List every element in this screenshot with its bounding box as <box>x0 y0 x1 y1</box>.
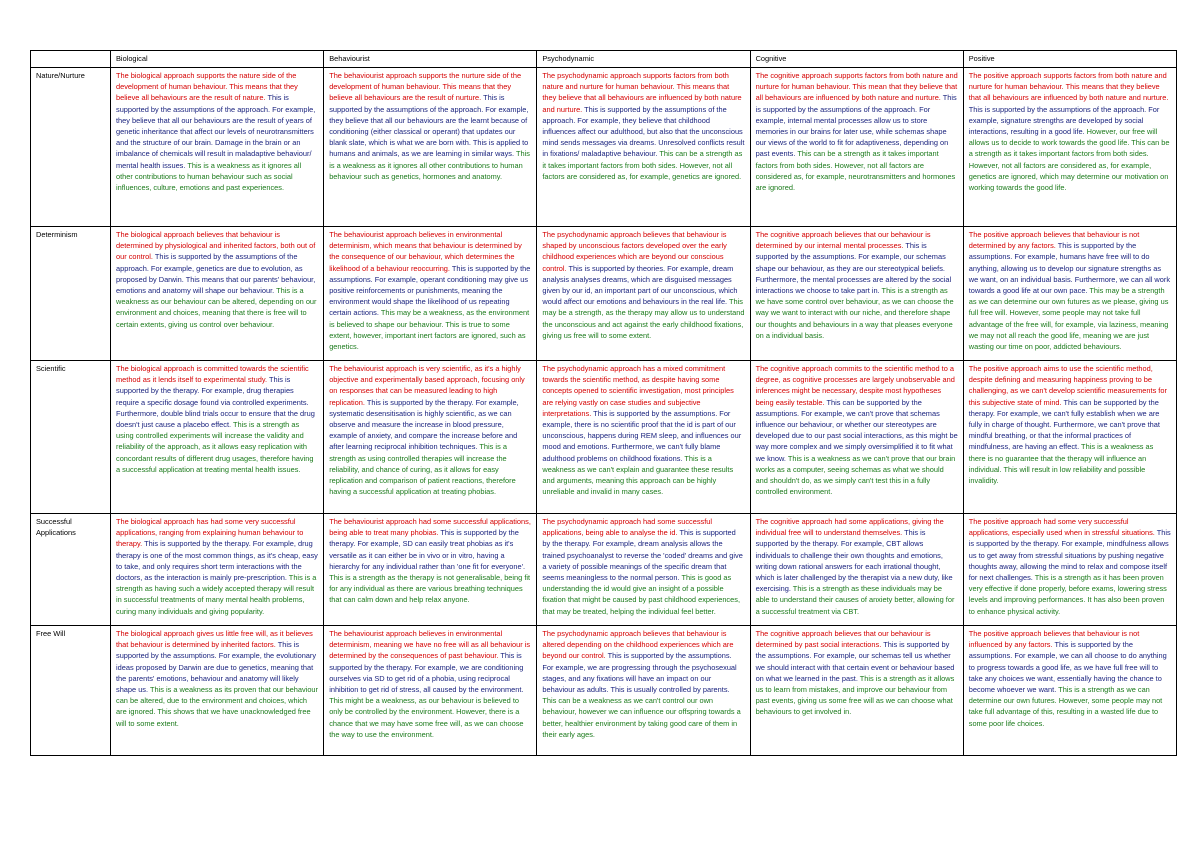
support-text: This is supported by the assumptions. For example, humans have free will to do anything, allowing us to develop our signature strengths as we want, on an individual basis. Furthermore, we can all work towards a good life at our own pace. <box>968 241 1171 296</box>
evaluation-text: This can be a weakness as we can't control our own behaviour, however we can influence our offspring towards a better, healthier environment by taking good care of them in their early ages. <box>542 696 741 739</box>
cell <box>111 68 324 227</box>
support-text: This is supported by the therapy. For example, systematic desensitisation is highly scientific, as we can observe and measure the increase in blood pressure, example of anxiety, and compare the increase before and after learning reciprocal inhibition techniques. <box>329 397 519 452</box>
support-text: This is supported by the assumptions. For example, there is no scientific proof that the id is part of our unconscious, happens during REM sleep, and influences our mood and emotions. Furthermore, we can't fully blame adulthood problems on childhood fixations. <box>542 408 742 463</box>
header-row <box>31 51 1177 68</box>
cell <box>537 227 750 361</box>
evaluation-text: This is a weakness as its proven that our behaviour can be altered, due to the environment and choices, which are ignored. This shows that we have unacknowledged free will to some extent. <box>116 685 319 728</box>
header-biological: Biological <box>111 51 324 68</box>
cell <box>963 361 1176 514</box>
row-free-will <box>31 626 1177 756</box>
cell <box>963 227 1176 361</box>
claim-text: The cognitive approach believes that our behaviour is determined by our internal mental processes. <box>755 230 931 251</box>
cell <box>111 514 324 626</box>
cell <box>324 514 537 626</box>
evaluation-text: This is a weakness as our behaviour can be altered, depending on our environment and choices, meaning that there is free will to certain extents, giving us control over behaviour. <box>116 286 317 329</box>
evaluation-text: This is a strength as we have some control over behaviour, as we can choose the way we want to interact with our niche, and therefore shape our thoughts and behaviours in a way that pleases everyone on a individual basis. <box>755 286 954 340</box>
evaluation-text: This is a weakness as there is no guarantee that the therapy will influence an individual. This will result in low reliability and possible invalidity. <box>968 442 1154 486</box>
support-text: This is supported by the assumptions of the approach. For example, signature strengths are developed by social interactions, resulting in a good life. <box>968 104 1160 137</box>
claim-text: The psychodynamic approach supports factors from both nature and nurture for human behaviour. This means that they believe that all behaviours are influenced by both nature and nurture. <box>542 71 742 114</box>
support-text: This is supported by the assumptions. For example, we are progressing through the psychosexual stages, and any fixations will have an impact on our behaviour as adults. This is usually controlled by parents. <box>542 651 737 695</box>
cell <box>537 626 750 756</box>
support-text: This is supported by the assumptions of the approach. For example, they believe that all our behaviours are the result of years of genetic inheritance that affect our levels of neurotransmitters and the structure of our brain. Damage in the brain or an imbalance of chemicals will result in maladaptive behaviour/ mental health issues. <box>116 93 316 170</box>
claim-text: The cognitive approach had some applications, giving the individual free will to understand themselves. <box>755 517 944 538</box>
evaluation-text: This can be a strength as it takes important factors from both sides. However, not all factors are considered as, for example, neurotransmitters and hormones are ignored. <box>755 149 956 193</box>
claim-text: The behaviourist approach supports the nurture side of the development of human behaviour. This means that they believe all behaviours are the result of nurture. <box>329 71 522 103</box>
claim-text: The behaviourist approach believes in environmental determinism, which means that behaviour is determined by the consequence of our behaviour, which determines the likelihood of a behaviour reoccurring. <box>329 230 522 273</box>
claim-text: The cognitive approach believes that our behaviour is determined by past social interactions. <box>755 629 931 650</box>
support-text: This is supported by the assumptions of the approach. For example, they believe that all our behaviours are the learnt because of conditioning (either classical or operant) that updates our blank slate, which is what we are born with. This is applied to humans and animals, as we are learning in similar ways. <box>329 93 529 159</box>
evaluation-text: This is a strength as using controlled experiments will increase the validity and reliability of the approach, as it allows easy replication with concordant results of different drug usages, therefore having a successful application at treating mental health issues. <box>116 420 314 474</box>
cell <box>111 227 324 361</box>
evaluation-text: This may be a strength as we can determine our own futures as we please, giving us full free will. However, some people may not take full advantage of the free will, for example, via laziness, meaning we may not all reach the good life, meaning we are just wasting our time on poor, addicted behaviours. <box>968 286 1169 352</box>
evaluation-text: This may be a strength, as the therapy may allow us to understand the unconscious and act against the early childhood fixations, giving us free will to some extent. <box>542 297 745 340</box>
cell <box>963 68 1176 227</box>
claim-text: The biological approach gives us little free will, as it believes that behaviour is determined by inherited factors. <box>116 629 313 650</box>
support-text: This is supported by the assumptions. For example, the evolutionary ideas proposed by Darwin are due to genetics, meaning that the parents' emotions, behaviour and anatomy will likely shape us. <box>116 640 317 695</box>
evaluation-text: This is a weakness as it ignores all other contributions to human behaviour such as genetics, hormones and anatomy. <box>329 149 530 181</box>
row-scientific <box>31 361 1177 514</box>
support-text: This is supported by the therapy. For example, drug therapy is one of the most common things, as it's cheap, easy to take, and only requires short term interactions with the doctors, as the interaction is mainly pre-prescription. <box>116 539 318 583</box>
claim-text: The biological approach believes that behaviour is determined by physiological and inherited factors, both out of our control. <box>116 230 316 262</box>
cell <box>324 361 537 514</box>
row-determinism <box>31 227 1177 361</box>
cell <box>750 227 963 361</box>
claim-text: The positive approach believes that behaviour is not determined by any factors. <box>968 230 1140 251</box>
claim-text: The biological approach is committed towards the scientific method as it lends itself to experimental study. <box>116 364 309 385</box>
cell <box>963 514 1176 626</box>
cell <box>324 68 537 227</box>
cell <box>111 626 324 756</box>
claim-text: The positive approach aims to use the scientific method, despite defining and measuring happiness proving to be challenging, as we can't develop scientific measurements for this subjective state of mind. <box>968 364 1167 407</box>
support-text: This is supported by the therapy. For example, CBT allows individuals to challenge their own thoughts and emotions, writing down rational answers for each irrational thought, which is later challenged by the therapist via a new duty, like exercising. <box>755 528 953 594</box>
support-text: This is supported by the therapy. For example, we are conditioning ourselves via SD to get rid of a phobia, using reciprocal inhibition to get rid of stress, all caused by the environment. <box>329 651 524 695</box>
evaluation-text: However, our free will allows us to decide to work towards the good life. This can be a strength as it takes important factors from both sides. However, not all factors are considered as, for example, genetics are ignored, which may determine our motivation on working towards the good life. <box>968 127 1170 193</box>
support-text: This is supported by the assumptions. For example, we can all choose to do anything to progress towards a good life, as we have full free will to take any choices we want, essentially having the chance to become whoever we want. <box>968 640 1167 695</box>
support-text: This is supported by theories. For example, dream analysis analyses dreams, which are disguised messages given by our id, an important part of our unconscious, which would affect our emotions and behaviours in the real life. <box>542 263 738 307</box>
support-text: This can be supported by the therapy. For example, we can't fully establish when we are fully in charge of thought. Furthermore, we can't prove that mindful breathing, or that the informal practices of mindfulness, are having an effect. <box>968 397 1160 452</box>
claim-text: The biological approach supports the nature side of the development of human behaviour. This means that they believe all behaviours are the result of nature. <box>116 71 298 103</box>
support-text: This is supported by the assumptions. For example, operant conditioning may give us positive reinforcements or punishments, meaning the environment would shape the likelihood of us repeating certain actions. <box>329 263 531 318</box>
header-psychodynamic: Psychodynamic <box>537 51 750 68</box>
evaluation-text: This is a weakness as we can't prove that our brain works as a computer, seeing schemas as what we should and shouldn't do, as we simply can't test this in a fully controlled environment. <box>755 453 956 497</box>
support-text: This is supported by the assumptions of the approach. For example, genetics are due to evolution, as proposed by Darwin. This means that our parents' behaviour, emotions and anatomy will shape our behaviour. <box>116 252 316 296</box>
evaluation-text: This is a strength as having such a widely accepted therapy will result in successful treatments of many mental health problems, curing many individuals and giving popularity. <box>116 573 317 616</box>
header-cognitive: Cognitive <box>750 51 963 68</box>
claim-text: The psychodynamic approach has a mixed commitment towards the scientific method, as despite having some concepts opened to scientific investigation, most principles are relying vastly on case studies and subjective interpretations. <box>542 364 734 418</box>
cell <box>324 626 537 756</box>
evaluation-text: This is a weakness as it ignores all other contributions to human behaviour such as social influences, culture, emotions and past experiences. <box>116 160 302 193</box>
claim-text: The cognitive approach supports factors from both nature and nurture for human behaviour. This mean that they believe that all behaviours are influenced by both nature and nurture. <box>755 71 958 103</box>
support-text: This is supported by the assumptions. For example, our schemas shape our behaviour, as they are our stereotypical beliefs. Furthermore, the mental processes are altered by the social interactions we choose to take part in. <box>755 241 952 296</box>
claim-text: The biological approach has had some very successful applications, ranging from explaining human behaviour to therapy. <box>116 517 304 549</box>
support-text: This can be supported by the assumptions. For example, we can't prove that schemas influence our behaviour, or whether our stereotypes are developed due to our past social interactions, as this might be way more complex and we simply oversimplified it to fit what we know. <box>755 397 958 463</box>
claim-text: The positive approach believes that behaviour is not influenced by any factors. <box>968 629 1140 650</box>
cell <box>537 514 750 626</box>
claim-text: The psychodynamic approach believes that behaviour is altered depending on the childhood experiences which are beyond our control. <box>542 629 734 661</box>
claim-text: The psychodynamic approach had some successful applications, being able to analyse the id. <box>542 517 713 538</box>
row-label: Determinism <box>31 227 111 361</box>
claim-text: The psychodynamic approach believes that behaviour is shaped by unconscious factors developed over the early childhood experiences which are beyond our conscious control. <box>542 230 727 273</box>
claim-text: The behaviourist approach believes in environmental determinism, meaning we have no free will as all behaviour is determined by the consequences of past behaviour. <box>329 629 531 661</box>
claim-text: The behaviourist approach is very scientific, as it's a highly objective and experimentally based approach, focusing only on responses that can be measured leading to high replication. <box>329 364 525 407</box>
cell <box>750 626 963 756</box>
row-nature-nurture <box>31 68 1177 227</box>
cell <box>537 68 750 227</box>
support-text: This is supported by the therapy. For example, mindfulness allows us to get away from stressful situations by pushing negative thoughts away, allowing the mind to relax and compose itself for next challenges. <box>968 528 1171 583</box>
support-text: This is supported by the therapy. For example, drug therapies require a specific dosage found via controlled experiments. Furthermore, double blind trials occur to ensure that the drug doesn't just cause a placebo effect. <box>116 375 315 430</box>
claim-text: The positive approach supports factors from both nature and nurture for human behaviour. This means that they believe that all behaviours are influenced by both nature and nurture. <box>968 71 1169 103</box>
support-text: This is supported by the therapy. For example, SD can easily treat phobias as it's versatile as it can either be in vivo or in vitro, having a hierarchy for any individual rather than 'one fit for everyone'. <box>329 528 526 571</box>
evaluation-text: This is a strength as it has been proven very effective if done properly, before exams, lowering stress levels and improving performances. It has also been proven to enhance physical activity. <box>968 573 1167 616</box>
support-text: This is supported by the assumptions of the approach. For example, internal mental processes allow us to store memories in our brains for later use, while schemas shape our views of the world to fit for adaptiveness, depending on past events. <box>755 93 957 159</box>
row-label: Nature/Nurture <box>31 68 111 227</box>
row-label: Free Will <box>31 626 111 756</box>
evaluation-text: This is a strength as we can determine our own futures. However, some people may not take full advantage of this, resulting in a wasted life due to some poor life choices. <box>968 685 1163 728</box>
claim-text: The behaviourist approach had some successful applications, being able to treat many phobias. <box>329 517 531 538</box>
evaluation-text: This can be a strength as it takes important factors from both sides. However, not all factors are considered as, for example, genetics are ignored. <box>542 149 743 181</box>
row-label: Successful Applications <box>31 514 111 626</box>
cell <box>750 361 963 514</box>
row-successful-applications <box>31 514 1177 626</box>
evaluation-text: This is a strength as it allows us to learn from mistakes, and improve our behaviour from past events, giving us some free will as we can choose what behaviours to get involved in. <box>755 673 955 717</box>
comparison-table <box>30 50 1177 756</box>
claim-text: The positive approach had some very successful applications, especially used when in stressful situations. <box>968 517 1155 538</box>
cell <box>963 626 1176 756</box>
cell <box>750 68 963 227</box>
row-label: Scientific <box>31 361 111 514</box>
cell <box>750 514 963 626</box>
evaluation-text: This is a strength as these individuals may be able to understand their causes of anxiety better, allowing for a successful treatment via CBT. <box>755 584 955 616</box>
cell <box>111 361 324 514</box>
header-corner <box>31 51 111 68</box>
header-positive: Positive <box>963 51 1176 68</box>
claim-text: The cognitive approach commits to the scientific method to a degree, as cognitive processes are largely unobservable and inferences might be necessary, despite most hypotheses being easily testable. <box>755 364 955 407</box>
evaluation-text: This may be a weakness, as the environment is believed to shape our behaviour. This is true to some extent, however, important inert factors are ignored, such as genetics. <box>329 308 530 352</box>
evaluation-text: This is a strength as the therapy is not generalisable, being fit for any individual as there are various breathing techniques that can calm down and help relax anyone. <box>329 573 531 605</box>
evaluation-text: This is good as understanding the id would give an insight of a possible fixation that might be caused by past childhood experiences, that may be treated, helping the individual feel better. <box>542 573 740 616</box>
evaluation-text: This might be a weakness, as our behaviour is believed to only be controlled by the environment. However, there is a chance that we may have some free will, as we can choose the way to use the environment. <box>329 696 524 739</box>
cell <box>537 361 750 514</box>
evaluation-text: This is a strength as using controlled therapies will increase the reliability, and chance of curing, as it allows for easy replication and comparison of patient reactions, therefore having a successful application at treating phobias. <box>329 442 516 497</box>
header-behaviourist: Behaviourist <box>324 51 537 68</box>
evaluation-text: This is a weakness as we can't explain and guarantee these results and arguments, meaning this approach can be highly unreliable and invalid in many cases. <box>542 453 734 497</box>
support-text: This is supported by the assumptions. For example, our schemas tell us whether we should interact with that certain event or behaviour based on what we learned in the past. <box>755 640 955 683</box>
cell <box>324 227 537 361</box>
support-text: This is supported by the assumptions of the approach. For example, they believe that childhood influences affect our adulthood, but also that the unconscious mind sends messages via dreams. Unresolved conflicts result in fixations/ maladaptive behaviour. <box>542 104 745 159</box>
support-text: This is supported by the therapy. For example, dream analysis allows the trained psychoanalyst to reverse the 'coded' dreams and give a variety of possible meanings of the specific dream that seems meaningless to the normal person. <box>542 528 743 583</box>
